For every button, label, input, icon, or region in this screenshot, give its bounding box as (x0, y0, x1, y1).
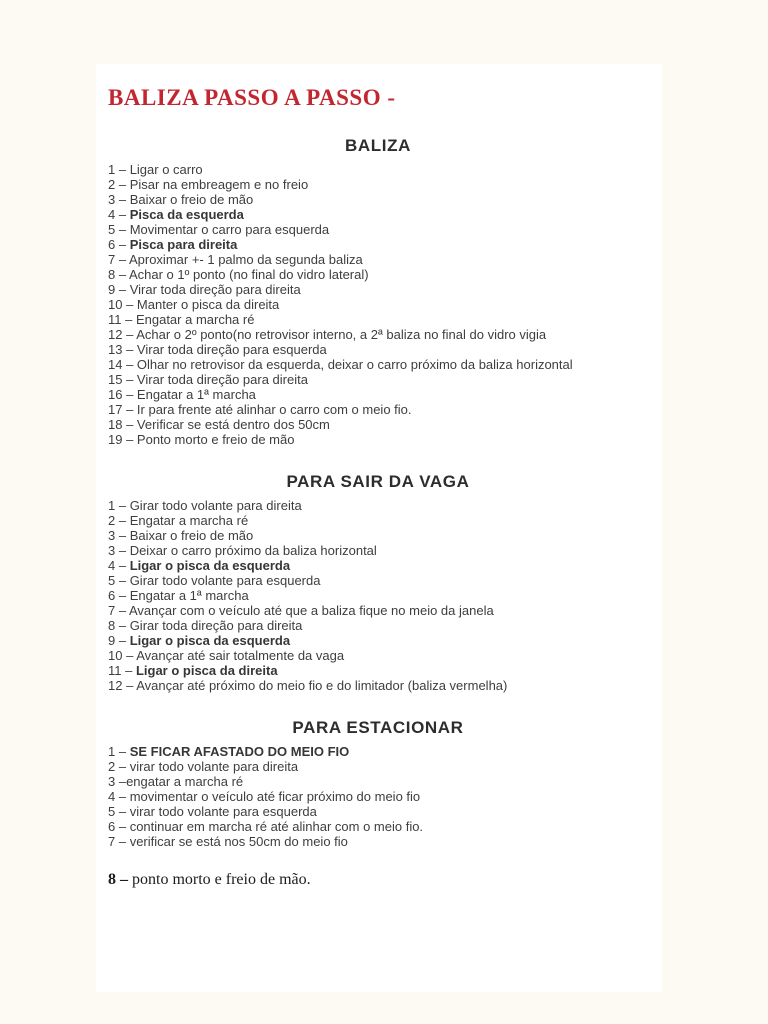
step-number: 16 – (108, 387, 137, 402)
section-heading: PARA ESTACIONAR (292, 718, 464, 737)
step-number: 1 – (108, 162, 130, 177)
step-text: Avançar até próximo do meio fio e do limitador (baliza vermelha) (136, 678, 508, 693)
step-number: 1 – (108, 744, 130, 759)
step-text: Manter o pisca da direita (136, 297, 280, 312)
step-number: 2 – (108, 759, 130, 774)
step-item (108, 834, 648, 849)
step-number: 3 – (108, 192, 130, 207)
step-number: 12 – (108, 327, 137, 342)
step-text: virar todo volante para direita (129, 759, 299, 774)
step-number: 2 – (108, 177, 130, 192)
step-text: Ligar o pisca da esquerda (129, 633, 291, 648)
step-number: 14 – (108, 357, 137, 372)
step-number: 8 – (108, 618, 130, 633)
step-number: 8 – (108, 267, 129, 282)
step-item (108, 759, 648, 774)
step-text: Virar toda direção para direita (136, 372, 308, 387)
document-page (96, 64, 662, 992)
step-item (108, 387, 648, 402)
step-number: 6 – (108, 588, 130, 603)
step-text: Girar todo volante para esquerda (129, 573, 321, 588)
step-number: 4 – (108, 789, 130, 804)
step-item (108, 252, 648, 267)
step-item (108, 192, 648, 207)
step-text: Olhar no retrovisor da esquerda, deixar o carro próximo da baliza horizontal (136, 357, 573, 372)
section-baliza (108, 137, 648, 447)
step-number: 6 – (108, 819, 130, 834)
step-number: 13 – (108, 342, 137, 357)
step-text: Engatar a marcha ré (129, 513, 249, 528)
step-number: 11 – (108, 663, 136, 678)
step-item (108, 222, 648, 237)
step-text: virar todo volante para esquerda (129, 804, 317, 819)
section-heading: PARA SAIR DA VAGA (286, 472, 470, 491)
step-item (108, 774, 648, 789)
step-text: continuar em marcha ré até alinhar com o meio fio. (129, 819, 424, 834)
step-text: Avançar até sair totalmente da vaga (136, 648, 345, 663)
closing-line (108, 870, 648, 889)
step-number: 5 – (108, 573, 130, 588)
step-number: 3 – (108, 543, 130, 558)
step-number: 15 – (108, 372, 137, 387)
step-item (108, 678, 648, 693)
step-item (108, 342, 648, 357)
step-number: 1 – (108, 498, 130, 513)
step-item (108, 498, 648, 513)
step-text: Aproximar +- 1 palmo da segunda baliza (128, 252, 363, 267)
section-estacionar (108, 719, 648, 849)
step-text: SE FICAR AFASTADO DO MEIO FIO (129, 744, 350, 759)
step-text: Ir para frente até alinhar o carro com o meio fio. (136, 402, 412, 417)
step-item (108, 558, 648, 573)
step-text: Achar o 1º ponto (no final do vidro lateral) (128, 267, 369, 282)
step-item (108, 177, 648, 192)
step-item (108, 297, 648, 312)
step-text: Virar toda direção para direita (129, 282, 301, 297)
step-item (108, 633, 648, 648)
step-text: Ligar o carro (129, 162, 203, 177)
step-list (108, 498, 648, 693)
step-number: 17 – (108, 402, 137, 417)
step-number: 6 – (108, 237, 130, 252)
step-text: movimentar o veículo até ficar próximo do meio fio (129, 789, 421, 804)
step-item (108, 648, 648, 663)
closing-text: ponto morto e freio de mão. (132, 871, 311, 888)
step-item (108, 327, 648, 342)
step-text: Avançar com o veículo até que a baliza fique no meio da janela (128, 603, 494, 618)
step-text: Baixar o freio de mão (129, 192, 254, 207)
step-item (108, 282, 648, 297)
step-item (108, 819, 648, 834)
step-item (108, 588, 648, 603)
step-number: 2 – (108, 513, 130, 528)
section-sair-da-vaga (108, 473, 648, 693)
step-text: Deixar o carro próximo da baliza horizontal (129, 543, 377, 558)
document-title: BALIZA PASSO A PASSO - (108, 85, 396, 110)
step-text: Verificar se está dentro dos 50cm (136, 417, 330, 432)
step-list (108, 162, 648, 447)
step-text: Ponto morto e freio de mão (136, 432, 295, 447)
step-number: 9 – (108, 282, 130, 297)
step-text: verificar se está nos 50cm do meio fio (129, 834, 348, 849)
step-number: 9 – (108, 633, 130, 648)
step-number: 4 – (108, 207, 130, 222)
step-item (108, 357, 648, 372)
step-text: Baixar o freio de mão (129, 528, 254, 543)
step-item (108, 618, 648, 633)
section-heading: BALIZA (345, 136, 411, 155)
step-list (108, 744, 648, 849)
step-number: 3 – (108, 528, 130, 543)
step-text: Ligar o pisca da esquerda (129, 558, 291, 573)
step-item (108, 543, 648, 558)
step-text: Girar todo volante para direita (129, 498, 302, 513)
step-text: engatar a marcha ré (126, 774, 244, 789)
step-number: 7 – (108, 252, 129, 267)
step-item (108, 513, 648, 528)
step-text: Pisca para direita (129, 237, 238, 252)
step-number: 10 – (108, 648, 137, 663)
step-item (108, 402, 648, 417)
step-text: Girar toda direção para direita (129, 618, 303, 633)
step-number: 11 – (108, 312, 136, 327)
step-text: Pisar na embreagem e no freio (129, 177, 309, 192)
step-number: 5 – (108, 222, 130, 237)
step-item (108, 663, 648, 678)
step-text: Virar toda direção para esquerda (136, 342, 327, 357)
closing-number: 8 – (108, 871, 132, 888)
step-text: Engatar a 1ª marcha (129, 588, 249, 603)
step-text: Ligar o pisca da direita (135, 663, 278, 678)
step-item (108, 237, 648, 252)
step-item (108, 603, 648, 618)
step-text: Achar o 2º ponto(no retrovisor interno, a 2ª baliza no final do vidro vigia (136, 327, 547, 342)
step-number: 3 – (108, 774, 127, 789)
step-number: 5 – (108, 804, 130, 819)
step-number: 18 – (108, 417, 137, 432)
step-item (108, 162, 648, 177)
step-text: Engatar a 1ª marcha (136, 387, 256, 402)
step-number: 7 – (108, 834, 130, 849)
step-item (108, 432, 648, 447)
step-number: 10 – (108, 297, 137, 312)
step-item (108, 573, 648, 588)
step-item (108, 789, 648, 804)
step-text: Movimentar o carro para esquerda (129, 222, 330, 237)
step-number: 19 – (108, 432, 137, 447)
step-item (108, 312, 648, 327)
step-text: Pisca da esquerda (129, 207, 244, 222)
step-text: Engatar a marcha ré (135, 312, 255, 327)
step-item (108, 207, 648, 222)
step-number: 12 – (108, 678, 137, 693)
step-number: 7 – (108, 603, 129, 618)
step-item (108, 528, 648, 543)
step-number: 4 – (108, 558, 130, 573)
step-item (108, 417, 648, 432)
step-item (108, 804, 648, 819)
step-item (108, 744, 648, 759)
step-item (108, 267, 648, 282)
step-item (108, 372, 648, 387)
